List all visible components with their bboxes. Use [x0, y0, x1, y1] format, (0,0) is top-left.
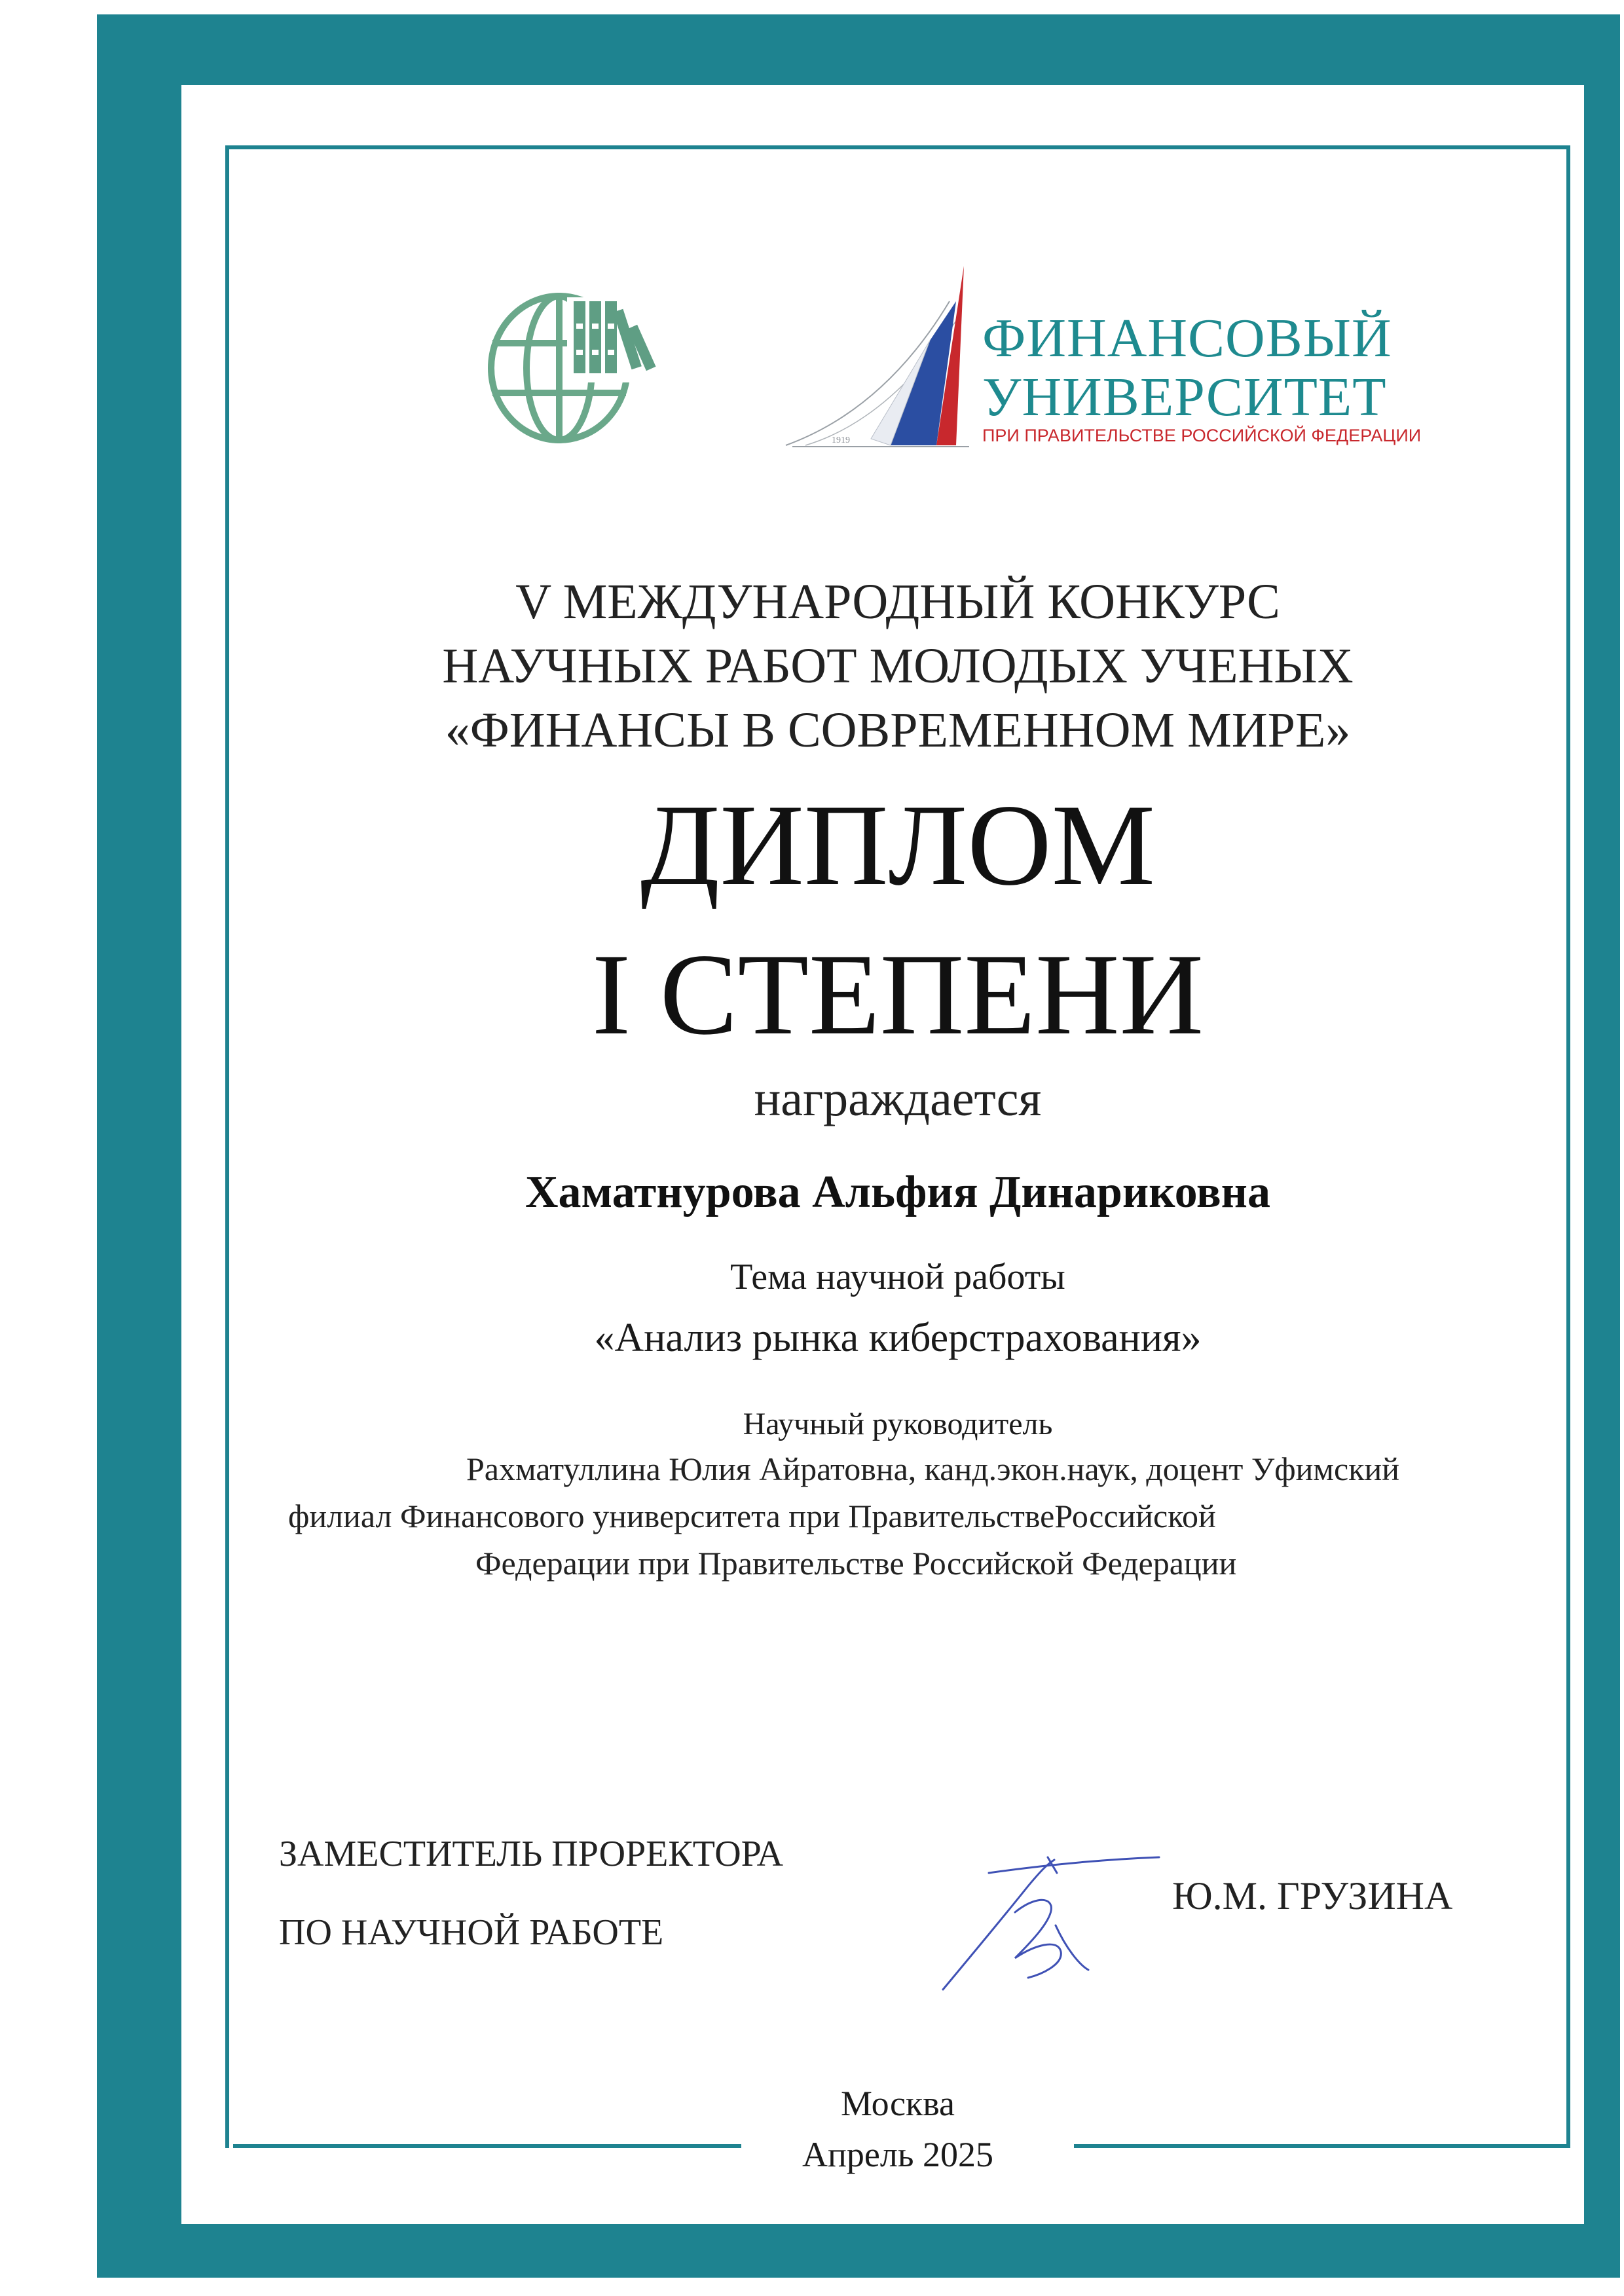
inner-border-top — [225, 145, 1570, 149]
svg-text:1919: 1919 — [832, 435, 850, 445]
signatory-position-line2: ПО НАУЧНОЙ РАБОТЕ — [279, 1912, 664, 1953]
contest-line2: НАУЧНЫХ РАБОТ МОЛОДЫХ УЧЕНЫХ — [442, 639, 1354, 694]
footer-place: Москва — [841, 2084, 955, 2123]
recipient-name: Хаматнурова Альфия Динариковна — [525, 1167, 1270, 1217]
contest-line3: «ФИНАНСЫ В СОВРЕМЕННОМ МИРЕ» — [445, 703, 1351, 758]
signature — [917, 1834, 1166, 1997]
fu-name-line2: УНИВЕРСИТЕТ — [982, 367, 1387, 428]
diploma-degree: I СТЕПЕНИ — [591, 929, 1204, 1059]
advisor-line3: Федерации при Правительстве Российской Федерации — [475, 1545, 1237, 1582]
advisor-label: Научный руководитель — [743, 1407, 1053, 1441]
contest-title — [229, 570, 1566, 762]
inner-border-left — [225, 145, 229, 2148]
topic-title: «Анализ рынка киберстрахования» — [594, 1316, 1202, 1360]
finance-university-sail-icon — [779, 262, 976, 452]
signatory-name: Ю.М. ГРУЗИНА — [1172, 1874, 1453, 1917]
diploma-title: ДИПЛОМ — [640, 780, 1156, 910]
fu-name-line3: ПРИ ПРАВИТЕЛЬСТВЕ РОССИЙСКОЙ ФЕДЕРАЦИИ — [982, 426, 1422, 445]
awarded-label: награждается — [754, 1071, 1042, 1126]
footer-date: Апрель 2025 — [802, 2135, 993, 2174]
globe-books-icon — [482, 278, 660, 451]
advisor-line2: филиал Финансового университета при ПравительствеРоссийской — [288, 1498, 1216, 1534]
inner-border-right — [1566, 145, 1570, 2148]
topic-label: Тема научной работы — [730, 1257, 1065, 1297]
signatory-position-line1: ЗАМЕСТИТЕЛЬ ПРОРЕКТОРА — [279, 1834, 784, 1874]
contest-line1: V МЕЖДУНАРОДНЫЙ КОНКУРС — [515, 574, 1280, 629]
advisor-line1: Рахматуллина Юлия Айратовна, канд.экон.наук, доцент Уфимский — [466, 1451, 1400, 1487]
fu-name-line1: ФИНАНСОВЫЙ — [982, 308, 1392, 369]
